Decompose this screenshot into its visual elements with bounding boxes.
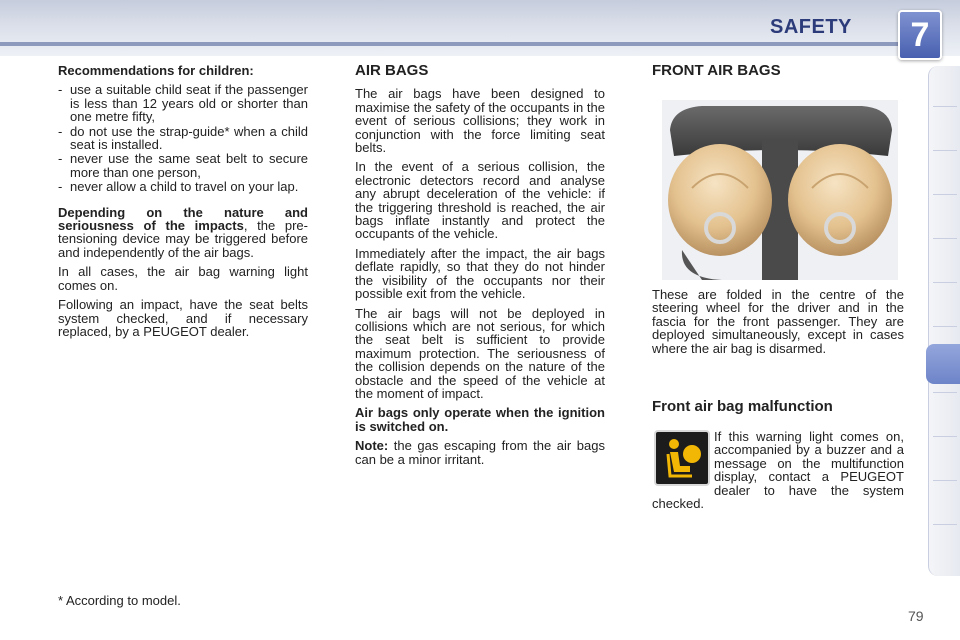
air-bags-heading: AIR BAGS — [355, 62, 429, 79]
seated-person-airbag-icon — [656, 432, 708, 484]
middle-column — [355, 64, 605, 472]
paragraph: The air bags have been designed to maximise the safety of the occupants in the event of serious collisions; they work in conjunction with the force limiting seat belts. — [355, 86, 605, 156]
paragraph: The air bags will not be deployed in collisions which are not serious, for which the seat belt is sufficient to provide maximum protection. The seriousness of the collision depends on the nature of the obstacle and the speed of the vehicle at the moment of impact. — [355, 305, 605, 401]
paragraph-text: , the pre-tensioning device may be triggered before and independently of the air bags. — [58, 218, 308, 260]
airbag-illustration — [662, 100, 898, 280]
paragraph: If this warning light comes on, accompanied by a buzzer and a message on the multifunction display, contact a PEUGEOT dealer to have the system checked. — [652, 429, 904, 512]
list-item: - use a suitable child seat if the passenger is less than 12 years old or shorter than one metre fifty, — [58, 83, 308, 123]
note-label: Note: — [355, 438, 389, 454]
ignition-warning — [355, 406, 605, 433]
chapter-badge: 7 — [898, 10, 942, 60]
paragraph: In the event of a serious collision, the electronic detectors record and analyse any abrupt deceleration of the vehicle: if the triggering threshold is reached, the air bags inflate instantly and protect the occupants of the vehicle. — [355, 159, 605, 242]
front-air-bags-text — [652, 288, 904, 361]
recommendations-list — [58, 83, 308, 193]
bold-lead: Depending on the nature and seriousness of the impacts — [58, 204, 308, 234]
bold-text: Air bags only operate when the ignition is switched on. — [355, 405, 605, 434]
paragraph: Immediately after the impact, the air bags deflate rapidly, so that they do not hinder the visibility of the occupants nor their possible exit from the vehicle. — [355, 245, 605, 302]
recommendations-heading: Recommendations for children: — [58, 63, 254, 78]
list-item: - do not use the strap-guide* when a child seat is installed. — [58, 125, 308, 152]
footnote: * According to model. — [58, 593, 181, 608]
malfunction-heading: Front air bag malfunction — [652, 398, 833, 415]
page-header — [0, 0, 960, 56]
section-title: SAFETY — [770, 16, 852, 38]
airbag-warning-light-icon — [654, 430, 710, 486]
pretensioning-paragraph — [58, 206, 308, 260]
warning-light-paragraph: In all cases, the air bag warning light comes on. — [58, 264, 308, 293]
active-chapter-tab[interactable] — [926, 344, 960, 384]
note-paragraph — [355, 439, 605, 466]
page-number: 79 — [908, 608, 924, 624]
list-item: - never allow a child to travel on your lap. — [58, 180, 308, 193]
right-column — [652, 64, 904, 87]
list-item: - never use the same seat belt to secure more than one person, — [58, 152, 308, 179]
note-text: the gas escaping from the air bags can be a minor irritant. — [355, 438, 605, 467]
front-air-bags-heading: FRONT AIR BAGS — [652, 62, 781, 79]
header-stripe — [0, 42, 900, 46]
paragraph: These are folded in the centre of the steering wheel for the driver and in the fascia for the front passenger. They are deployed simultaneously, except in cases where the air bag is disarmed. — [652, 287, 904, 356]
left-column — [58, 64, 308, 344]
chapter-tabs — [928, 66, 960, 576]
dealer-check-paragraph: Following an impact, have the seat belts system checked, and if necessary replaced, by a PEUGEOT dealer. — [58, 297, 308, 339]
